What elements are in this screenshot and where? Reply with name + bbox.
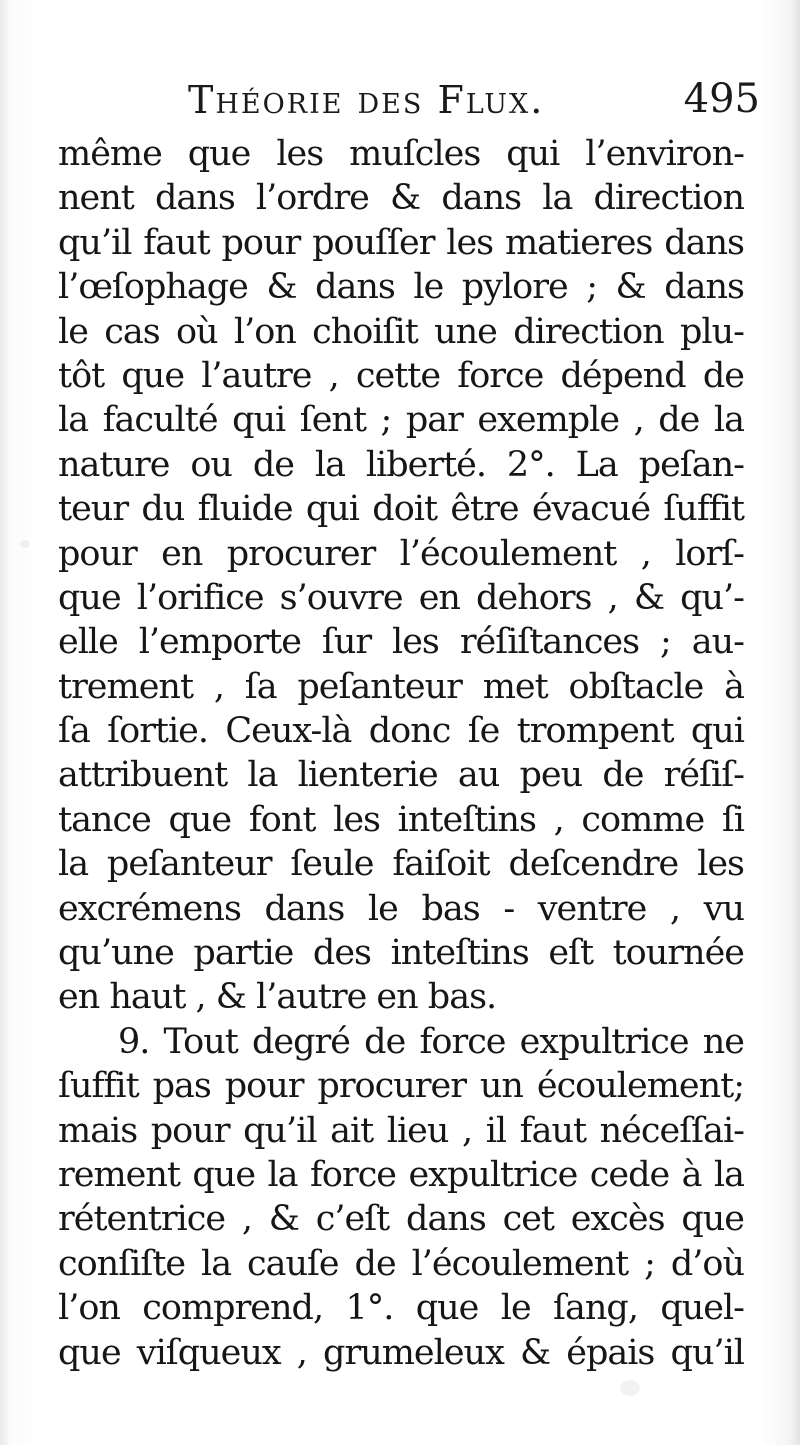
text-line: rement que la force expultrice cede à la	[58, 1154, 744, 1195]
text-line: trement , ſa peſanteur met obſtacle à	[58, 666, 744, 707]
text-line: que l’orifice s’ouvre en dehors , & qu’-	[58, 577, 744, 618]
text-line: conſiſte la cauſe de l’écoulement ; d’où	[58, 1243, 744, 1284]
text-line: la peſanteur ſeule faiſoit deſcendre les	[58, 844, 744, 885]
text-line: rétentrice , & c’eſt dans cet excès que	[58, 1199, 744, 1240]
text-line: nature ou de la liberté. 2°. La peſan-	[58, 444, 744, 485]
text-line: nent dans l’ordre & dans la direction	[58, 178, 744, 219]
text-line: l’œſophage & dans le pylore ; & dans	[58, 267, 744, 308]
text-line: l’on comprend, 1°. que le ſang, quel-	[58, 1288, 744, 1329]
paragraph-end-line: en haut , & l’autre en bas.	[58, 977, 497, 1018]
text-line: teur du fluide qui doit être évacué ſuffit	[58, 489, 744, 530]
paragraph-start-line: 9. Tout degré de force expultrice ne	[118, 1021, 744, 1062]
text-line: excrémens dans le bas - ventre , vu	[58, 888, 744, 929]
text-line: qu’une partie des inteſtins eſt tournée	[58, 933, 744, 974]
text-line: que viſqueux , grumeleux & épais qu’il	[58, 1332, 744, 1373]
text-line: tôt que l’autre , cette force dépend de	[58, 355, 744, 396]
page-stain	[620, 1380, 640, 1396]
text-line: le cas où l’on choiſit une direction plu-	[58, 311, 744, 352]
text-line: elle l’emporte ſur les réſiſtances ; au-	[58, 622, 744, 663]
running-title: Théorie des Flux.	[188, 78, 545, 122]
page-header	[60, 70, 760, 130]
body-text	[58, 132, 744, 1375]
page-number: 495	[683, 76, 760, 122]
text-line: qu’il faut pour pouſſer les matieres dans	[58, 222, 744, 263]
text-line: ſuffit pas pour procurer un écoulement;	[58, 1066, 744, 1107]
text-line: ſa ſortie. Ceux-là donc ſe trompent qui	[58, 711, 744, 752]
text-line: pour en procurer l’écoulement , lorſ-	[58, 533, 744, 574]
page-stain	[20, 540, 30, 548]
text-line: tance que font les inteſtins , comme ſi	[58, 799, 744, 840]
text-line: même que les muſcles qui l’environ-	[58, 134, 744, 174]
text-line: la faculté qui ſent ; par exemple , de la	[58, 400, 744, 441]
text-line: attribuent la lienterie au peu de réſiſ-	[58, 755, 744, 796]
text-line: mais pour qu’il ait lieu , il faut néceſſai-	[58, 1110, 744, 1151]
